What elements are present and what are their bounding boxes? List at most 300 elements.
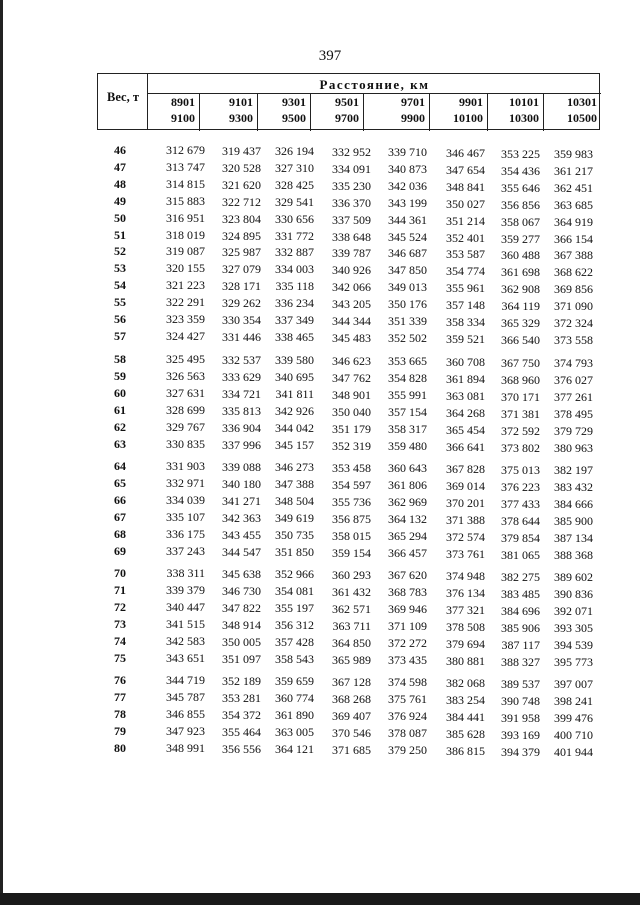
table-row <box>0 707 640 726</box>
cost-value: 347 923 <box>166 724 205 738</box>
cost-value: 336 370 <box>332 195 371 210</box>
cost-value: 344 042 <box>275 421 314 436</box>
cost-value: 371 090 <box>554 299 593 314</box>
cost-value: 370 546 <box>332 725 371 740</box>
cost-value: 333 629 <box>222 369 261 384</box>
cost-value: 394 379 <box>501 744 540 759</box>
cost-value: 329 262 <box>222 295 261 310</box>
cost-value: 315 883 <box>166 194 205 208</box>
cost-value: 345 524 <box>388 230 427 245</box>
table-row <box>0 651 640 670</box>
cost-value: 374 598 <box>388 675 427 690</box>
cost-value: 340 180 <box>222 476 261 491</box>
cost-value: 371 685 <box>332 742 371 757</box>
cost-value: 350 005 <box>222 634 261 649</box>
cost-value: 339 787 <box>332 245 371 260</box>
cost-value: 352 502 <box>388 331 427 346</box>
cost-value: 346 687 <box>388 246 427 261</box>
cost-value: 345 157 <box>275 438 314 453</box>
distance-range-8 <box>544 93 601 131</box>
cost-value: 350 735 <box>275 528 314 543</box>
cost-value: 364 268 <box>446 406 485 420</box>
cost-value: 397 007 <box>554 677 593 692</box>
cost-value: 368 268 <box>332 691 371 706</box>
range-from: 10101 <box>509 95 539 109</box>
cost-value: 338 465 <box>275 330 314 345</box>
cost-value: 358 543 <box>275 652 314 667</box>
cost-value: 356 312 <box>275 618 314 633</box>
cost-value: 370 171 <box>501 389 540 404</box>
weight-value: 54 <box>114 278 126 292</box>
cost-value: 384 696 <box>501 603 540 618</box>
cost-value: 364 121 <box>275 742 314 757</box>
cost-value: 356 875 <box>332 511 371 526</box>
cost-value: 385 906 <box>501 620 540 635</box>
cost-value: 329 541 <box>275 195 314 210</box>
range-to: 10500 <box>567 111 597 125</box>
table-row <box>0 386 640 405</box>
cost-value: 354 436 <box>501 163 540 178</box>
table-row <box>0 583 640 602</box>
cost-value: 358 317 <box>388 422 427 437</box>
cost-value: 346 730 <box>222 583 261 598</box>
cost-value: 360 708 <box>446 355 485 369</box>
cost-value: 360 488 <box>501 247 540 262</box>
range-from: 9501 <box>335 95 359 109</box>
cost-value: 377 433 <box>501 496 540 511</box>
cost-value: 362 908 <box>501 281 540 296</box>
cost-value: 360 643 <box>388 461 427 476</box>
cost-value: 351 097 <box>222 651 261 666</box>
table-row <box>0 329 640 348</box>
cost-value: 323 359 <box>166 312 205 326</box>
cost-value: 348 504 <box>275 494 314 509</box>
cost-value: 374 793 <box>554 356 593 371</box>
table-row <box>0 741 640 760</box>
cost-value: 372 272 <box>388 636 427 651</box>
cost-value: 341 811 <box>275 387 314 402</box>
cost-value: 331 772 <box>275 229 314 244</box>
cost-value: 352 319 <box>332 438 371 453</box>
cost-value: 352 189 <box>222 673 261 688</box>
cost-value: 322 712 <box>222 194 261 209</box>
cost-value: 360 774 <box>275 691 314 706</box>
cost-value: 349 013 <box>388 280 427 295</box>
cost-value: 393 305 <box>554 621 593 636</box>
weight-value: 76 <box>114 673 126 687</box>
cost-value: 380 881 <box>446 654 485 668</box>
cost-value: 349 619 <box>275 511 314 526</box>
cost-value: 343 651 <box>166 651 205 665</box>
cost-value: 339 088 <box>222 459 261 474</box>
range-to: 9500 <box>282 111 306 125</box>
cost-value: 369 946 <box>388 602 427 617</box>
cost-value: 346 273 <box>275 460 314 475</box>
cost-value: 335 118 <box>275 279 314 294</box>
table-row <box>0 295 640 314</box>
distance-range-6 <box>430 93 488 131</box>
cost-value: 354 828 <box>388 371 427 386</box>
cost-value: 367 828 <box>446 462 485 476</box>
cost-value: 383 432 <box>554 480 593 495</box>
cost-value: 355 646 <box>501 180 540 195</box>
table-row <box>0 261 640 280</box>
cost-value: 337 243 <box>166 544 205 558</box>
cost-value: 399 476 <box>554 711 593 726</box>
cost-value: 392 071 <box>554 604 593 619</box>
cost-value: 359 983 <box>554 147 593 162</box>
cost-value: 350 027 <box>446 197 485 211</box>
table-row <box>0 278 640 297</box>
cost-value: 332 537 <box>222 352 261 367</box>
cost-value: 363 685 <box>554 198 593 213</box>
weight-value: 80 <box>114 741 126 755</box>
cost-value: 380 963 <box>554 441 593 456</box>
cost-value: 320 155 <box>166 261 205 275</box>
cost-value: 378 495 <box>554 407 593 422</box>
table-row <box>0 510 640 529</box>
cost-value: 379 854 <box>501 530 540 545</box>
cost-value: 365 329 <box>501 315 540 330</box>
cost-value: 377 261 <box>554 390 593 405</box>
cost-value: 368 783 <box>388 585 427 600</box>
cost-value: 342 036 <box>388 179 427 194</box>
cost-value: 357 154 <box>388 405 427 420</box>
weight-value: 78 <box>114 707 126 721</box>
distance-range-2 <box>200 93 258 131</box>
cost-value: 343 205 <box>332 296 371 311</box>
table-row <box>0 177 640 196</box>
cost-value: 339 710 <box>388 145 427 160</box>
cost-value: 353 458 <box>332 460 371 475</box>
cost-value: 389 602 <box>554 570 593 585</box>
table-header <box>97 73 600 130</box>
weight-value: 70 <box>114 566 126 580</box>
cost-value: 351 850 <box>275 545 314 560</box>
cost-value: 371 109 <box>388 619 427 634</box>
table-row <box>0 211 640 230</box>
range-to: 10100 <box>453 111 483 125</box>
weight-value: 58 <box>114 352 126 366</box>
distance-header: Расстояние, км <box>319 77 430 92</box>
cost-value: 319 087 <box>166 244 205 258</box>
cost-value: 354 597 <box>332 477 371 492</box>
range-from: 9301 <box>282 95 306 109</box>
cost-value: 347 388 <box>275 477 314 492</box>
cost-value: 320 528 <box>222 160 261 175</box>
cost-value: 330 835 <box>166 437 205 451</box>
weight-value: 67 <box>114 510 126 524</box>
cost-value: 346 623 <box>332 353 371 368</box>
weight-value: 69 <box>114 544 126 558</box>
cost-value: 366 540 <box>501 332 540 347</box>
cost-value: 369 856 <box>554 282 593 297</box>
cost-value: 335 230 <box>332 178 371 193</box>
cost-value: 367 388 <box>554 248 593 263</box>
table-row <box>0 724 640 743</box>
table-row <box>0 690 640 709</box>
range-from: 10301 <box>567 95 597 109</box>
cost-value: 363 081 <box>446 389 485 403</box>
cost-value: 386 815 <box>446 744 485 758</box>
cost-value: 389 537 <box>501 676 540 691</box>
table-row <box>0 312 640 331</box>
cost-value: 358 067 <box>501 214 540 229</box>
cost-value: 336 904 <box>222 420 261 435</box>
cost-value: 360 293 <box>332 567 371 582</box>
cost-value: 357 148 <box>446 298 485 312</box>
cost-value: 342 926 <box>275 404 314 419</box>
cost-value: 361 894 <box>446 372 485 386</box>
cost-value: 355 991 <box>388 388 427 403</box>
cost-value: 350 176 <box>388 297 427 312</box>
table-row <box>0 369 640 388</box>
cost-value: 361 698 <box>501 264 540 279</box>
table-row <box>0 143 640 162</box>
cost-value: 346 467 <box>446 146 485 160</box>
cost-value: 342 583 <box>166 634 205 648</box>
distance-range-3 <box>258 93 311 131</box>
cost-value: 340 926 <box>332 262 371 277</box>
cost-value: 335 813 <box>222 403 261 418</box>
cost-value: 327 310 <box>275 161 314 176</box>
cost-value: 369 407 <box>332 708 371 723</box>
table-row <box>0 493 640 512</box>
cost-value: 388 368 <box>554 548 593 563</box>
table-row <box>0 194 640 213</box>
cost-value: 400 710 <box>554 728 593 743</box>
cost-value: 376 924 <box>388 709 427 724</box>
table-row <box>0 160 640 179</box>
range-to: 9900 <box>401 111 425 125</box>
cost-value: 328 171 <box>222 278 261 293</box>
cost-value: 353 281 <box>222 690 261 705</box>
cost-value: 339 379 <box>166 583 205 597</box>
cost-value: 363 005 <box>275 725 314 740</box>
page-number: 397 <box>318 48 342 64</box>
weight-value: 64 <box>114 459 126 473</box>
cost-value: 355 961 <box>446 281 485 295</box>
cost-value: 366 457 <box>388 546 427 561</box>
cost-value: 375 761 <box>388 692 427 707</box>
table-row <box>0 566 640 585</box>
cost-value: 340 447 <box>166 600 205 614</box>
cost-value: 347 654 <box>446 163 485 177</box>
table-row <box>0 244 640 263</box>
weight-value: 71 <box>114 583 126 597</box>
cost-value: 340 695 <box>275 370 314 385</box>
range-from: 8901 <box>171 95 195 109</box>
cost-value: 316 951 <box>166 211 205 225</box>
cost-value: 338 648 <box>332 229 371 244</box>
cost-value: 345 483 <box>332 330 371 345</box>
table-row <box>0 617 640 636</box>
cost-value: 348 841 <box>446 180 485 194</box>
weight-value: 72 <box>114 600 126 614</box>
cost-value: 362 571 <box>332 601 371 616</box>
cost-value: 359 480 <box>388 439 427 454</box>
cost-value: 383 485 <box>501 586 540 601</box>
cost-value: 347 762 <box>332 370 371 385</box>
cost-value: 365 454 <box>446 423 485 437</box>
weight-header: Вес, т <box>107 90 139 104</box>
table-row <box>0 600 640 619</box>
cost-value: 355 736 <box>332 494 371 509</box>
cost-value: 387 134 <box>554 531 593 546</box>
cost-value: 335 107 <box>166 510 205 524</box>
cost-value: 327 631 <box>166 386 205 400</box>
cost-value: 354 081 <box>275 584 314 599</box>
cost-value: 323 804 <box>222 211 261 226</box>
weight-value: 57 <box>114 329 126 343</box>
cost-value: 362 969 <box>388 495 427 510</box>
cost-value: 365 989 <box>332 652 371 667</box>
cost-value: 372 324 <box>554 316 593 331</box>
weight-value: 73 <box>114 617 126 631</box>
cost-value: 347 850 <box>388 263 427 278</box>
cost-value: 379 694 <box>446 637 485 651</box>
cost-value: 353 587 <box>446 247 485 261</box>
cost-value: 355 197 <box>275 601 314 616</box>
cost-value: 359 659 <box>275 674 314 689</box>
cost-value: 358 334 <box>446 315 485 329</box>
cost-value: 372 574 <box>446 530 485 544</box>
table-row <box>0 420 640 439</box>
cost-value: 342 363 <box>222 510 261 525</box>
weight-value: 53 <box>114 261 126 275</box>
cost-value: 344 361 <box>388 213 427 228</box>
cost-value: 336 175 <box>166 527 205 541</box>
weight-value: 55 <box>114 295 126 309</box>
cost-value: 382 068 <box>446 676 485 690</box>
cost-value: 342 066 <box>332 279 371 294</box>
cost-value: 373 435 <box>388 653 427 668</box>
weight-value: 46 <box>114 143 126 157</box>
cost-value: 365 294 <box>388 529 427 544</box>
cost-value: 330 656 <box>275 212 314 227</box>
cost-value: 376 027 <box>554 373 593 388</box>
cost-value: 348 914 <box>222 617 261 632</box>
range-from: 9101 <box>229 95 253 109</box>
weight-value: 59 <box>114 369 126 383</box>
page-bottom-edge <box>0 893 640 905</box>
cost-value: 345 787 <box>166 690 205 704</box>
table-row <box>0 527 640 546</box>
cost-value: 345 638 <box>222 566 261 581</box>
cost-value: 350 040 <box>332 404 371 419</box>
cost-value: 344 344 <box>332 313 371 328</box>
weight-value: 62 <box>114 420 126 434</box>
cost-value: 355 464 <box>222 724 261 739</box>
table-row <box>0 476 640 495</box>
cost-value: 351 339 <box>388 314 427 329</box>
cost-value: 325 987 <box>222 244 261 259</box>
cost-value: 326 563 <box>166 369 205 383</box>
distance-range-1 <box>148 93 200 131</box>
cost-value: 332 952 <box>332 144 371 159</box>
cost-value: 337 509 <box>332 212 371 227</box>
cost-value: 395 773 <box>554 655 593 670</box>
cost-value: 312 679 <box>166 143 205 157</box>
weight-value: 47 <box>114 160 126 174</box>
cost-value: 361 806 <box>388 478 427 493</box>
distance-range-7 <box>488 93 544 131</box>
weight-value: 60 <box>114 386 126 400</box>
weight-header-cell <box>98 74 148 129</box>
weight-value: 63 <box>114 437 126 451</box>
cost-value: 359 154 <box>332 545 371 560</box>
cost-value: 390 836 <box>554 587 593 602</box>
cost-value: 358 015 <box>332 528 371 543</box>
weight-value: 48 <box>114 177 126 191</box>
cost-value: 338 311 <box>166 566 205 580</box>
cost-value: 330 354 <box>222 312 261 327</box>
cost-value: 328 699 <box>166 403 205 417</box>
cost-value: 356 556 <box>222 741 261 756</box>
cost-value: 373 802 <box>501 440 540 455</box>
cost-value: 367 128 <box>332 674 371 689</box>
cost-value: 339 580 <box>275 353 314 368</box>
table-row <box>0 352 640 371</box>
cost-value: 326 194 <box>275 144 314 159</box>
cost-value: 353 225 <box>501 146 540 161</box>
cost-value: 346 855 <box>166 707 205 721</box>
cost-value: 313 747 <box>166 160 205 174</box>
cost-value: 353 665 <box>388 354 427 369</box>
cost-value: 383 254 <box>446 693 485 707</box>
cost-value: 375 013 <box>501 462 540 477</box>
weight-value: 65 <box>114 476 126 490</box>
cost-value: 359 277 <box>501 231 540 246</box>
cost-value: 362 451 <box>554 181 593 196</box>
weight-value: 51 <box>114 228 126 242</box>
table-row <box>0 673 640 692</box>
weight-value: 50 <box>114 211 126 225</box>
weight-value: 74 <box>114 634 126 648</box>
weight-value: 68 <box>114 527 126 541</box>
cost-value: 373 558 <box>554 333 593 348</box>
cost-value: 376 134 <box>446 586 485 600</box>
cost-value: 325 495 <box>166 352 205 366</box>
cost-value: 378 508 <box>446 620 485 634</box>
cost-value: 341 515 <box>166 617 205 631</box>
cost-value: 379 729 <box>554 424 593 439</box>
cost-value: 359 521 <box>446 332 485 346</box>
cost-value: 401 944 <box>554 745 593 760</box>
cost-value: 364 119 <box>501 298 540 313</box>
cost-value: 337 996 <box>222 437 261 452</box>
cost-value: 376 223 <box>501 479 540 494</box>
cost-value: 394 539 <box>554 638 593 653</box>
cost-value: 341 271 <box>222 493 261 508</box>
cost-value: 369 014 <box>446 479 485 493</box>
cost-value: 398 241 <box>554 694 593 709</box>
cost-value: 321 223 <box>166 278 205 292</box>
table-row <box>0 459 640 478</box>
cost-value: 347 822 <box>222 600 261 615</box>
table-row <box>0 634 640 653</box>
range-to: 9100 <box>171 111 195 125</box>
cost-value: 371 388 <box>446 513 485 527</box>
weight-value: 56 <box>114 312 126 326</box>
cost-value: 364 919 <box>554 215 593 230</box>
cost-value: 319 437 <box>222 143 261 158</box>
range-from: 9701 <box>401 95 425 109</box>
range-to: 9700 <box>335 111 359 125</box>
cost-value: 366 154 <box>554 232 593 247</box>
cost-value: 370 201 <box>446 496 485 510</box>
cost-value: 367 750 <box>501 355 540 370</box>
